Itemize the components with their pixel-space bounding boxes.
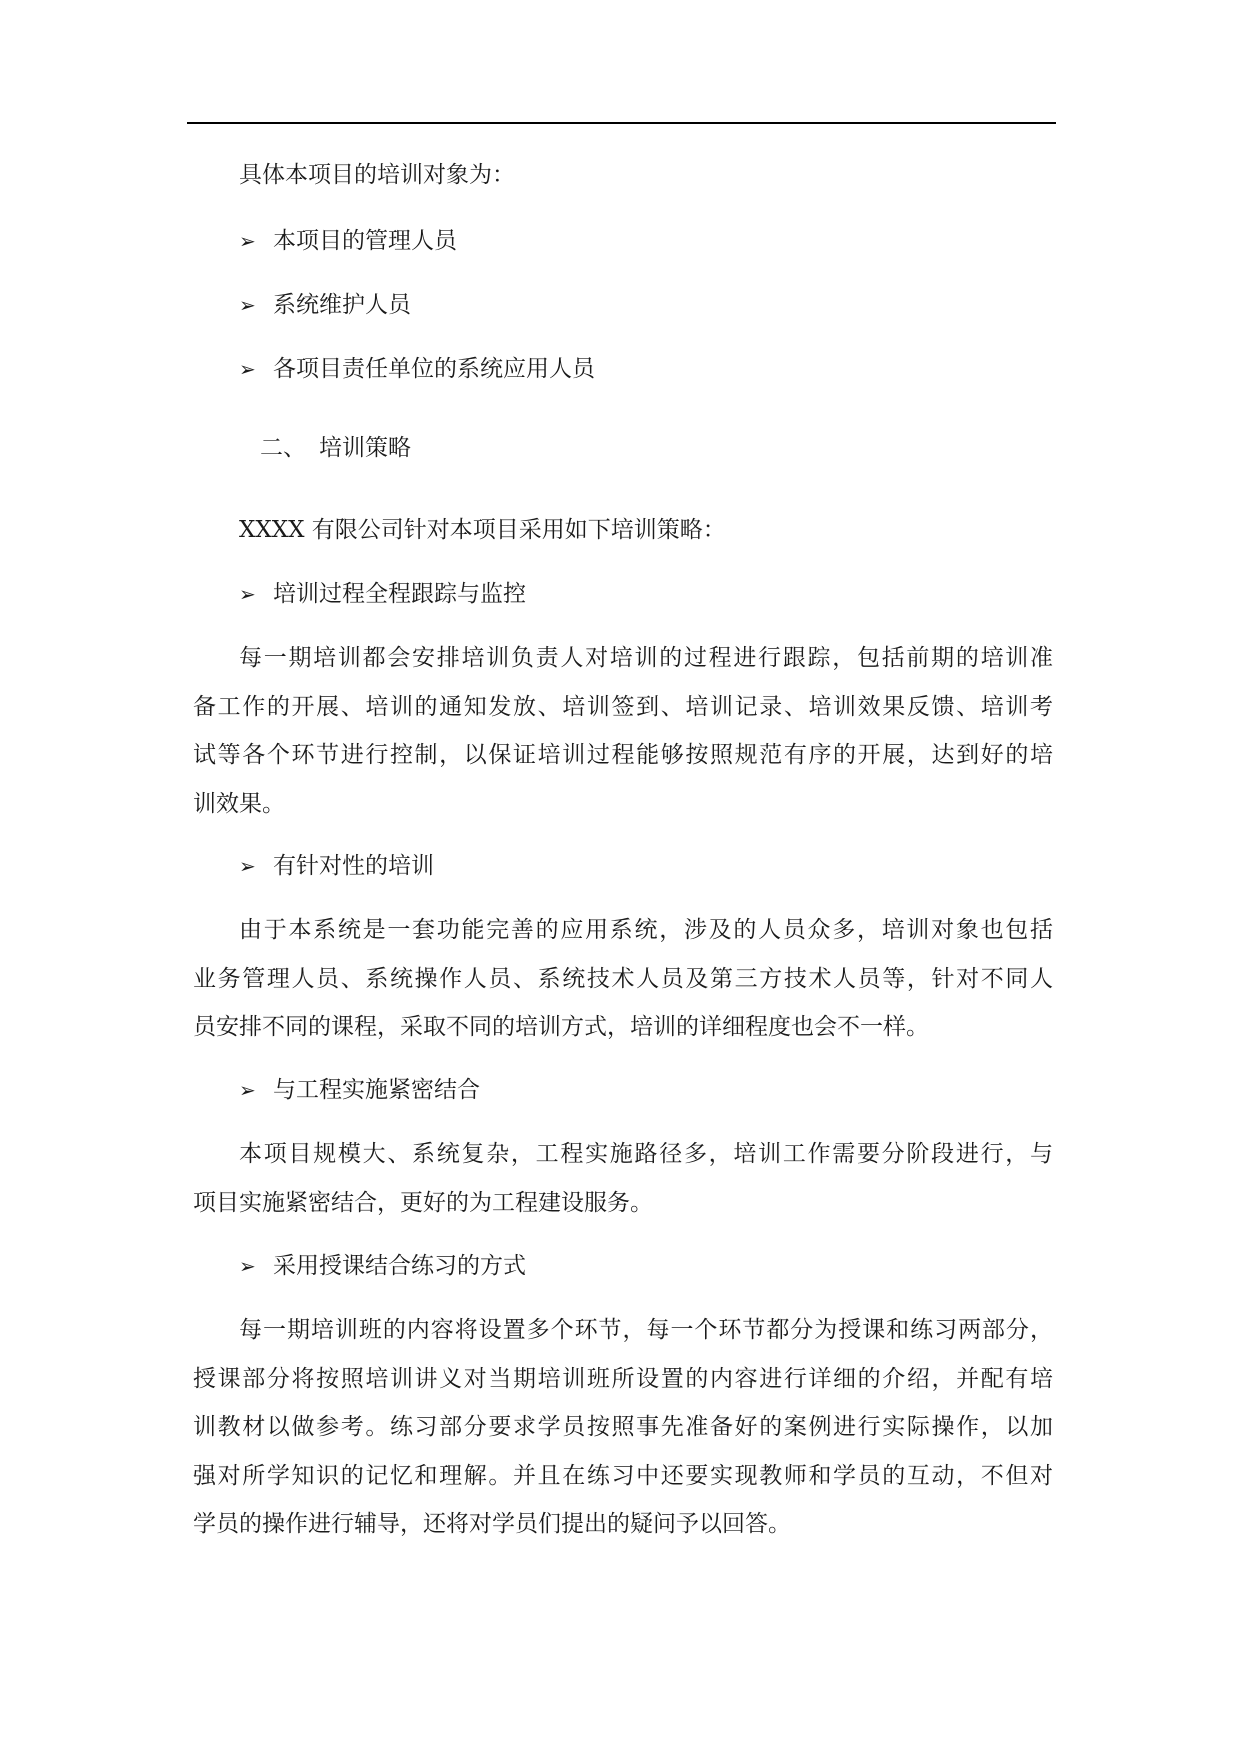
- strategy-paragraph: [193, 1130, 1053, 1227]
- strategy-heading-label: 有针对性的培训: [273, 853, 434, 879]
- arrow-bullet-icon: ➢: [239, 854, 256, 878]
- arrow-bullet-icon: ➢: [239, 229, 256, 253]
- arrow-bullet-icon: ➢: [239, 1078, 256, 1102]
- paragraph-line: 授课部分将按照培训讲义对当期培训班所设置的内容进行详细的介绍，并配有培: [193, 1365, 1053, 1392]
- paragraph-line: 员安排不同的课程，采取不同的培训方式，培训的详细程度也会不一样。: [193, 1014, 929, 1040]
- trainee-label: 系统维护人员: [273, 292, 411, 318]
- trainee-label: 本项目的管理人员: [273, 228, 457, 254]
- paragraph-line: 本项目规模大、系统复杂，工程实施路径多，培训工作需要分阶段进行，与: [239, 1141, 1053, 1167]
- paragraph-line: 备工作的开展、培训的通知发放、培训签到、培训记录、培训效果反馈、培训考: [193, 693, 1053, 720]
- strategy-heading-label: 培训过程全程跟踪与监控: [273, 581, 526, 607]
- intro-line: 具体本项目的培训对象为：: [239, 162, 515, 188]
- header-rule: [187, 122, 1056, 124]
- paragraph-line: 强对所学知识的记忆和理解。并且在练习中还要实现教师和学员的互动，不但对: [193, 1462, 1053, 1489]
- strategy-intro: XXXX 有限公司针对本项目采用如下培训策略：: [239, 517, 726, 543]
- arrow-bullet-icon: ➢: [239, 293, 256, 317]
- arrow-bullet-icon: ➢: [239, 582, 256, 606]
- strategy-paragraph: [193, 634, 1053, 828]
- paragraph-line: 学员的操作进行辅导，还将对学员们提出的疑问予以回答。: [193, 1511, 791, 1537]
- strategy-paragraph: [193, 906, 1053, 1052]
- trainee-label: 各项目责任单位的系统应用人员: [273, 356, 595, 382]
- paragraph-line: 由于本系统是一套功能完善的应用系统，涉及的人员众多，培训对象也包括: [239, 917, 1053, 943]
- paragraph-line: 训效果。: [193, 790, 285, 817]
- strategy-paragraph: [193, 1306, 1053, 1549]
- paragraph-line: 训教材以做参考。练习部分要求学员按照事先准备好的案例进行实际操作，以加: [193, 1414, 1053, 1440]
- strategy-heading-label: 采用授课结合练习的方式: [273, 1253, 526, 1279]
- paragraph-line: 每一期培训班的内容将设置多个环节，每一个环节都分为授课和练习两部分，: [239, 1317, 1053, 1343]
- section-number: 二、: [260, 435, 306, 461]
- paragraph-line: 试等各个环节进行控制，以保证培训过程能够按照规范有序的开展，达到好的培: [193, 742, 1053, 768]
- arrow-bullet-icon: ➢: [239, 357, 256, 381]
- paragraph-line: 业务管理人员、系统操作人员、系统技术人员及第三方技术人员等，针对不同人: [193, 965, 1053, 992]
- paragraph-line: 每一期培训都会安排培训负责人对培训的过程进行跟踪，包括前期的培训准: [239, 645, 1053, 671]
- strategy-heading-label: 与工程实施紧密结合: [273, 1077, 480, 1103]
- paragraph-line: 项目实施紧密结合，更好的为工程建设服务。: [193, 1189, 653, 1216]
- section-title: 培训策略: [319, 435, 411, 461]
- arrow-bullet-icon: ➢: [239, 1254, 256, 1278]
